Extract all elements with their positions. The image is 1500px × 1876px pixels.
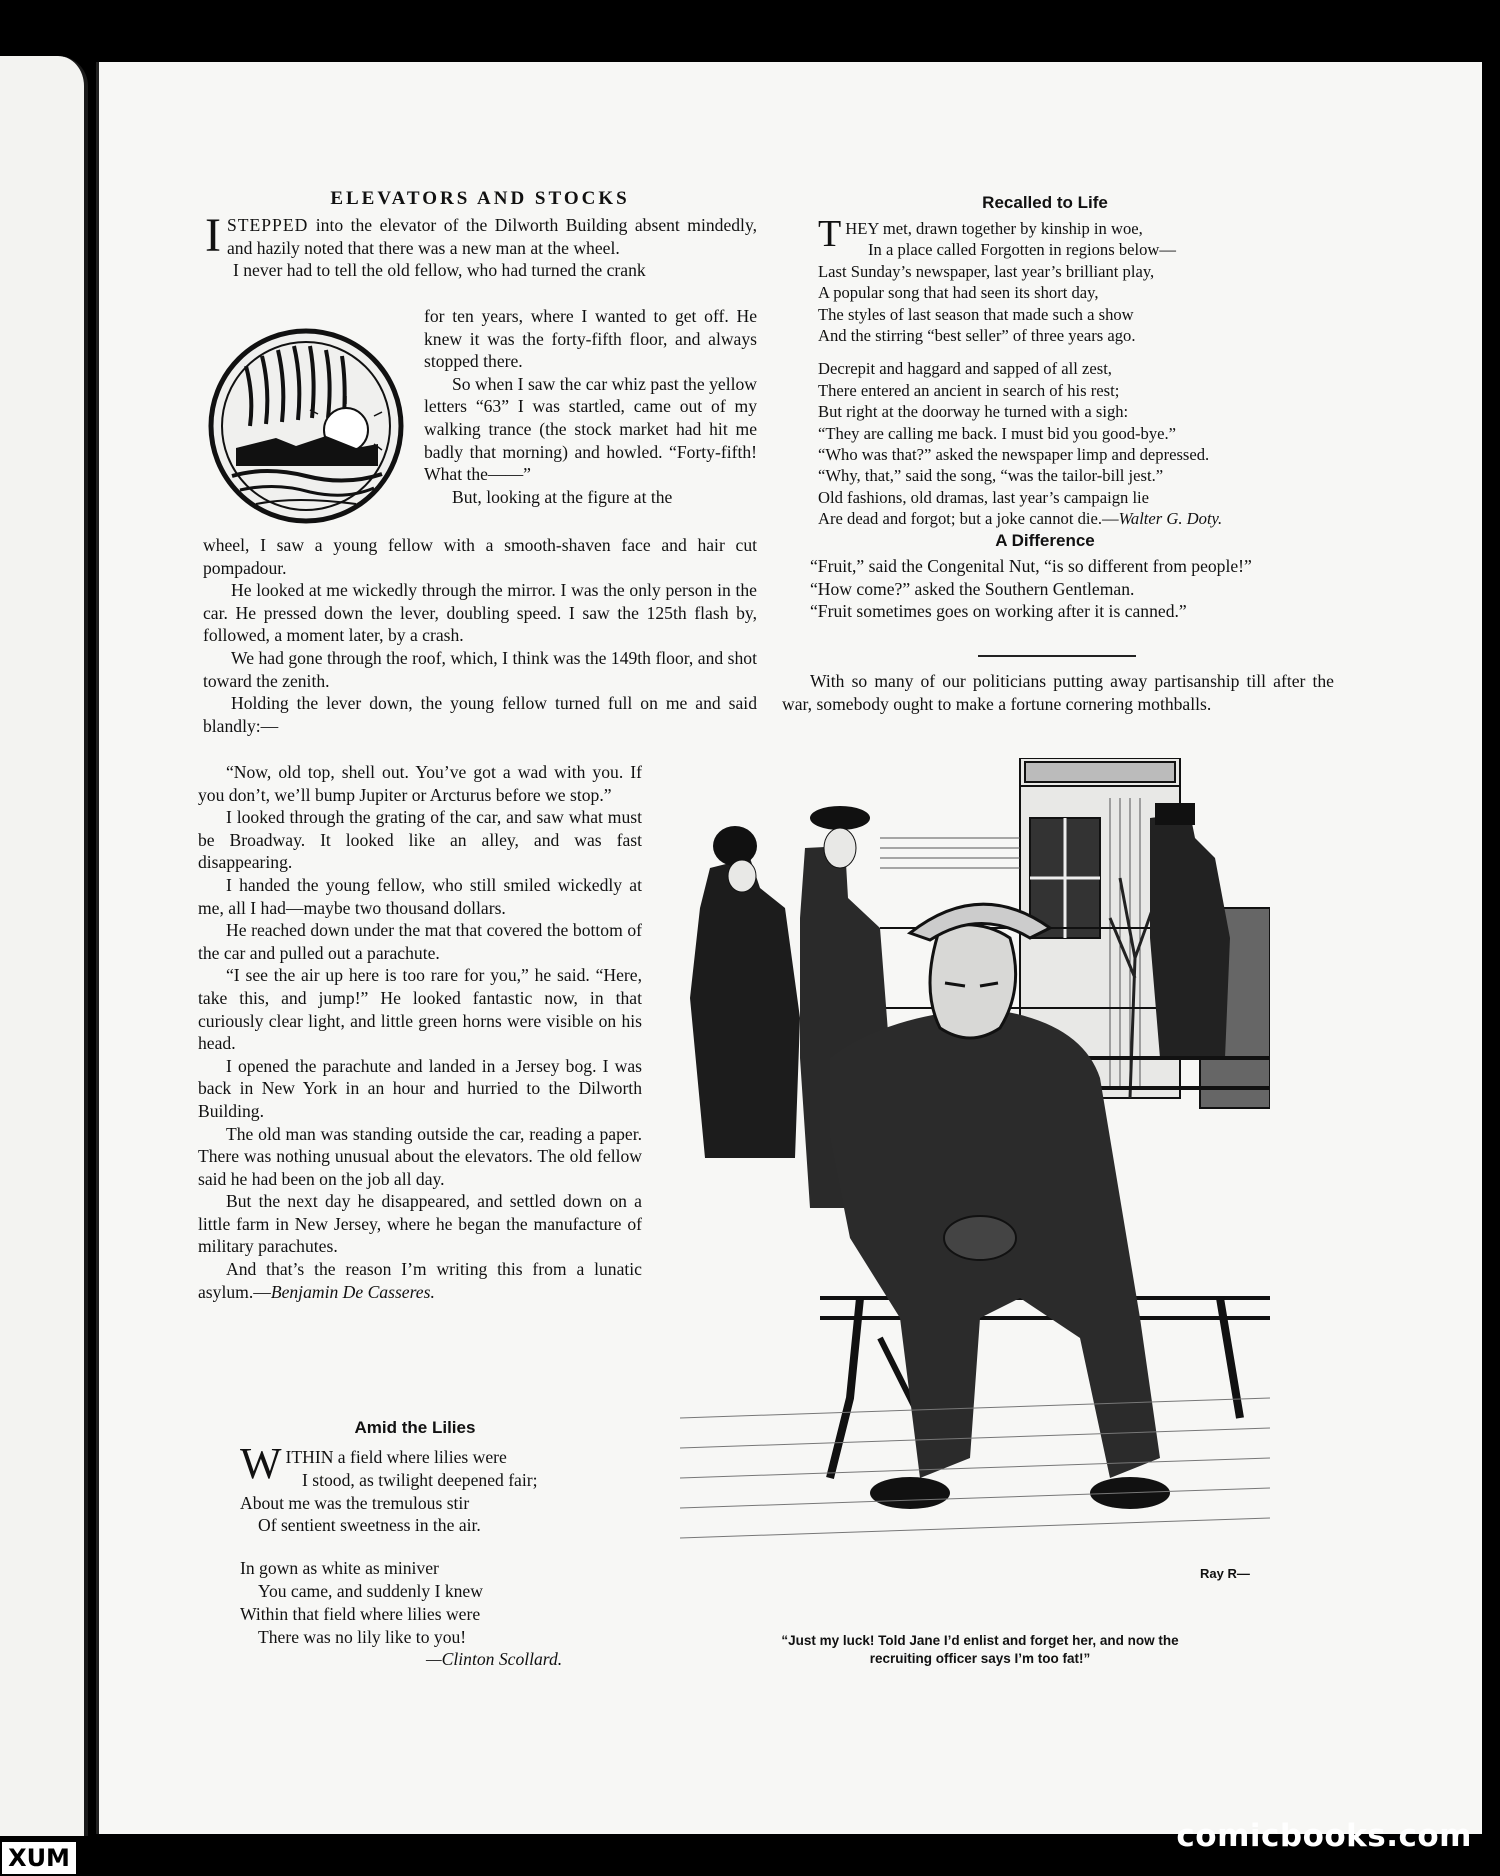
recalled-line-5: The styles of last season that made such a show xyxy=(818,304,1134,324)
recalled-line-13: Old fashions, old dramas, last year’s campaign lie xyxy=(818,487,1150,507)
scan-border-top xyxy=(0,0,1500,66)
elevators-p1: into the elevator of the Dilworth Building absent mindedly, and hazily noted that there was a new man at the wheel. xyxy=(226,215,757,258)
dropcap-t: T xyxy=(818,213,842,255)
elevators-title: ELEVATORS AND STOCKS xyxy=(330,188,630,209)
recalled-author: Walter G. Doty. xyxy=(1118,509,1223,529)
elevators-p10: I handed the young fellow, who still smiled wickedly at me, all I had—maybe two thousand dollars. xyxy=(198,874,642,918)
elevators-p13: I opened the parachute and landed in a Jersey bog. I was back in New York in an hour and hurried to the Dilworth Building. xyxy=(198,1055,642,1121)
cartoon-caption xyxy=(720,1632,1240,1668)
artist-signature: Ray R— xyxy=(1200,1566,1250,1581)
recalled-line-12: “Why, that,” said the song, “was the tailor-bill jest.” xyxy=(818,466,1164,486)
lilies-line-3: About me was the tremulous stir xyxy=(240,1492,470,1513)
recalled-line-6: And the stirring “best seller” of three years ago. xyxy=(818,326,1136,346)
caption-line-1: “Just my luck! Told Jane I’d enlist and forget her, and now the xyxy=(781,1633,1179,1648)
lilies-line-7: Within that field where lilies were xyxy=(240,1603,481,1624)
elevators-p4-wrap: But, looking at the figure at the xyxy=(452,486,673,507)
dropcap-w: W xyxy=(240,1439,282,1488)
difference-p2: “How come?” asked the Southern Gentleman. xyxy=(810,578,1135,599)
elevators-p7: Holding the lever down, the young fellow turned full on me and said blandly:— xyxy=(203,693,757,736)
mothballs-paragraph xyxy=(782,670,1334,715)
elevators-p12: “I see the air up here is too rare for you,” he said. “Here, take this, and jump!” He looked fantastic now, in that curiously clear light, and little green horns were visible on his head. xyxy=(198,965,642,1054)
elevators-p2-top: I never had to tell the old fellow, who had turned the crank xyxy=(233,260,646,281)
elevators-p16 xyxy=(198,1258,642,1303)
lilies-line-1: ITHIN a field where lilies were xyxy=(285,1447,507,1467)
lilies-line-6: You came, and suddenly I knew xyxy=(258,1580,483,1601)
lilies-line-5: In gown as white as miniver xyxy=(240,1558,439,1579)
elevators-narrow xyxy=(198,761,642,1303)
first-word: STEPPED xyxy=(226,215,309,235)
recalled-line-7: Decrepit and haggard and sapped of all zest, xyxy=(818,359,1112,379)
recalled-line-10: “They are calling me back. I must bid you good-bye.” xyxy=(818,423,1177,443)
watermark: comicbooks.com xyxy=(1176,1818,1472,1854)
lilies-author: —Clinton Scollard. xyxy=(426,1649,563,1670)
elevators-p3: So when I saw the car whiz past the yellow letters “63” I was startled, came out of my walking trance (the stock market had hit me badly that morning) and howled. “Forty-fifth! What the——” xyxy=(424,373,757,485)
caption-line-2: recruiting officer says I’m too fat!” xyxy=(869,1651,1091,1666)
lilies-title: Amid the Lilies xyxy=(354,1418,476,1437)
lilies-line-2: I stood, as twilight deepened fair; xyxy=(302,1469,538,1490)
elevators-p4-rest: wheel, I saw a young fellow with a smooth-shaven face and hair cut pompadour. xyxy=(203,535,757,578)
elevators-p15: But the next day he disappeared, and settled down on a little farm in New Jersey, where he began the manufacture of military parachutes. xyxy=(198,1191,642,1257)
recalled-line-1: HEY met, drawn together by kinship in woe, xyxy=(845,219,1143,238)
elevators-wrap-text xyxy=(424,305,757,508)
recalled-line-3: Last Sunday’s newspaper, last year’s brilliant play, xyxy=(818,261,1155,281)
elevators-author: Benjamin De Casseres. xyxy=(270,1281,435,1302)
elevators-p6: We had gone through the roof, which, I think was the 149th floor, and shot toward the zenith. xyxy=(203,647,757,691)
elevators-p14: The old man was standing outside the car, reading a paper. There was nothing unusual about the elevators. The old fellow said he had been on the job all day. xyxy=(198,1123,642,1189)
recalled-line-14: Are dead and forgot; but a joke cannot die.— xyxy=(818,509,1119,529)
elevators-body xyxy=(203,534,757,737)
lilies-line-4: Of sentient sweetness in the air. xyxy=(258,1515,481,1536)
elevators-p8: “Now, old top, shell out. You’ve got a wad with you. If you don’t, we’ll bump Jupiter or Arcturus before we stop.” xyxy=(198,762,642,805)
elevators-p5: He looked at me wickedly through the mirror. I was the only person in the car. He pressed down the lever, doubling speed. I saw the 125th flash by, followed, a moment later, by a crash. xyxy=(203,580,757,646)
elevators-intro xyxy=(205,209,757,282)
difference-title: A Difference xyxy=(995,531,1095,550)
difference-p1: “Fruit,” said the Congenital Nut, “is so different from people!” xyxy=(810,556,1252,576)
recalled-line-4: A popular song that had seen its short day, xyxy=(818,283,1099,303)
recalled-poem xyxy=(818,213,1338,530)
stock-crash-medallion xyxy=(206,326,406,526)
badge-label: XUM xyxy=(2,1842,76,1874)
cartoon-illustration xyxy=(680,758,1270,1593)
recalled-title: Recalled to Life xyxy=(982,193,1108,212)
section-divider xyxy=(978,655,1136,657)
elevators-p16-text: And that’s the reason I’m writing this from a lunatic asylum.— xyxy=(198,1259,642,1302)
elevators-p11: He reached down under the mat that covered the bottom of the car and pulled out a parachute. xyxy=(198,920,642,963)
lilies-poem xyxy=(240,1439,620,1671)
difference-body xyxy=(782,555,1334,623)
dropcap-i: I xyxy=(205,209,221,262)
elevators-p2-wrap: for ten years, where I wanted to get off. He knew it was the forty-fifth floor, and always stopped there. xyxy=(424,306,757,372)
mothballs-text: With so many of our politicians putting away partisanship till after the war, somebody ought to make a fortune cornering mothballs. xyxy=(782,671,1334,714)
recalled-line-2: In a place called Forgotten in regions below— xyxy=(868,240,1176,260)
lilies-line-8: There was no lily like to you! xyxy=(258,1626,467,1647)
recalled-line-11: “Who was that?” asked the newspaper limp and depressed. xyxy=(818,445,1210,465)
previous-page-edge xyxy=(0,56,88,1836)
elevators-p9: I looked through the grating of the car, and saw what must be Broadway. It looked like an alley, and was fast disappearing. xyxy=(198,807,642,873)
recalled-line-8: There entered an ancient in search of his rest; xyxy=(818,380,1120,400)
recalled-line-9: But right at the doorway he turned with a sigh: xyxy=(818,402,1129,422)
difference-p3: “Fruit sometimes goes on working after it is canned.” xyxy=(810,601,1187,622)
